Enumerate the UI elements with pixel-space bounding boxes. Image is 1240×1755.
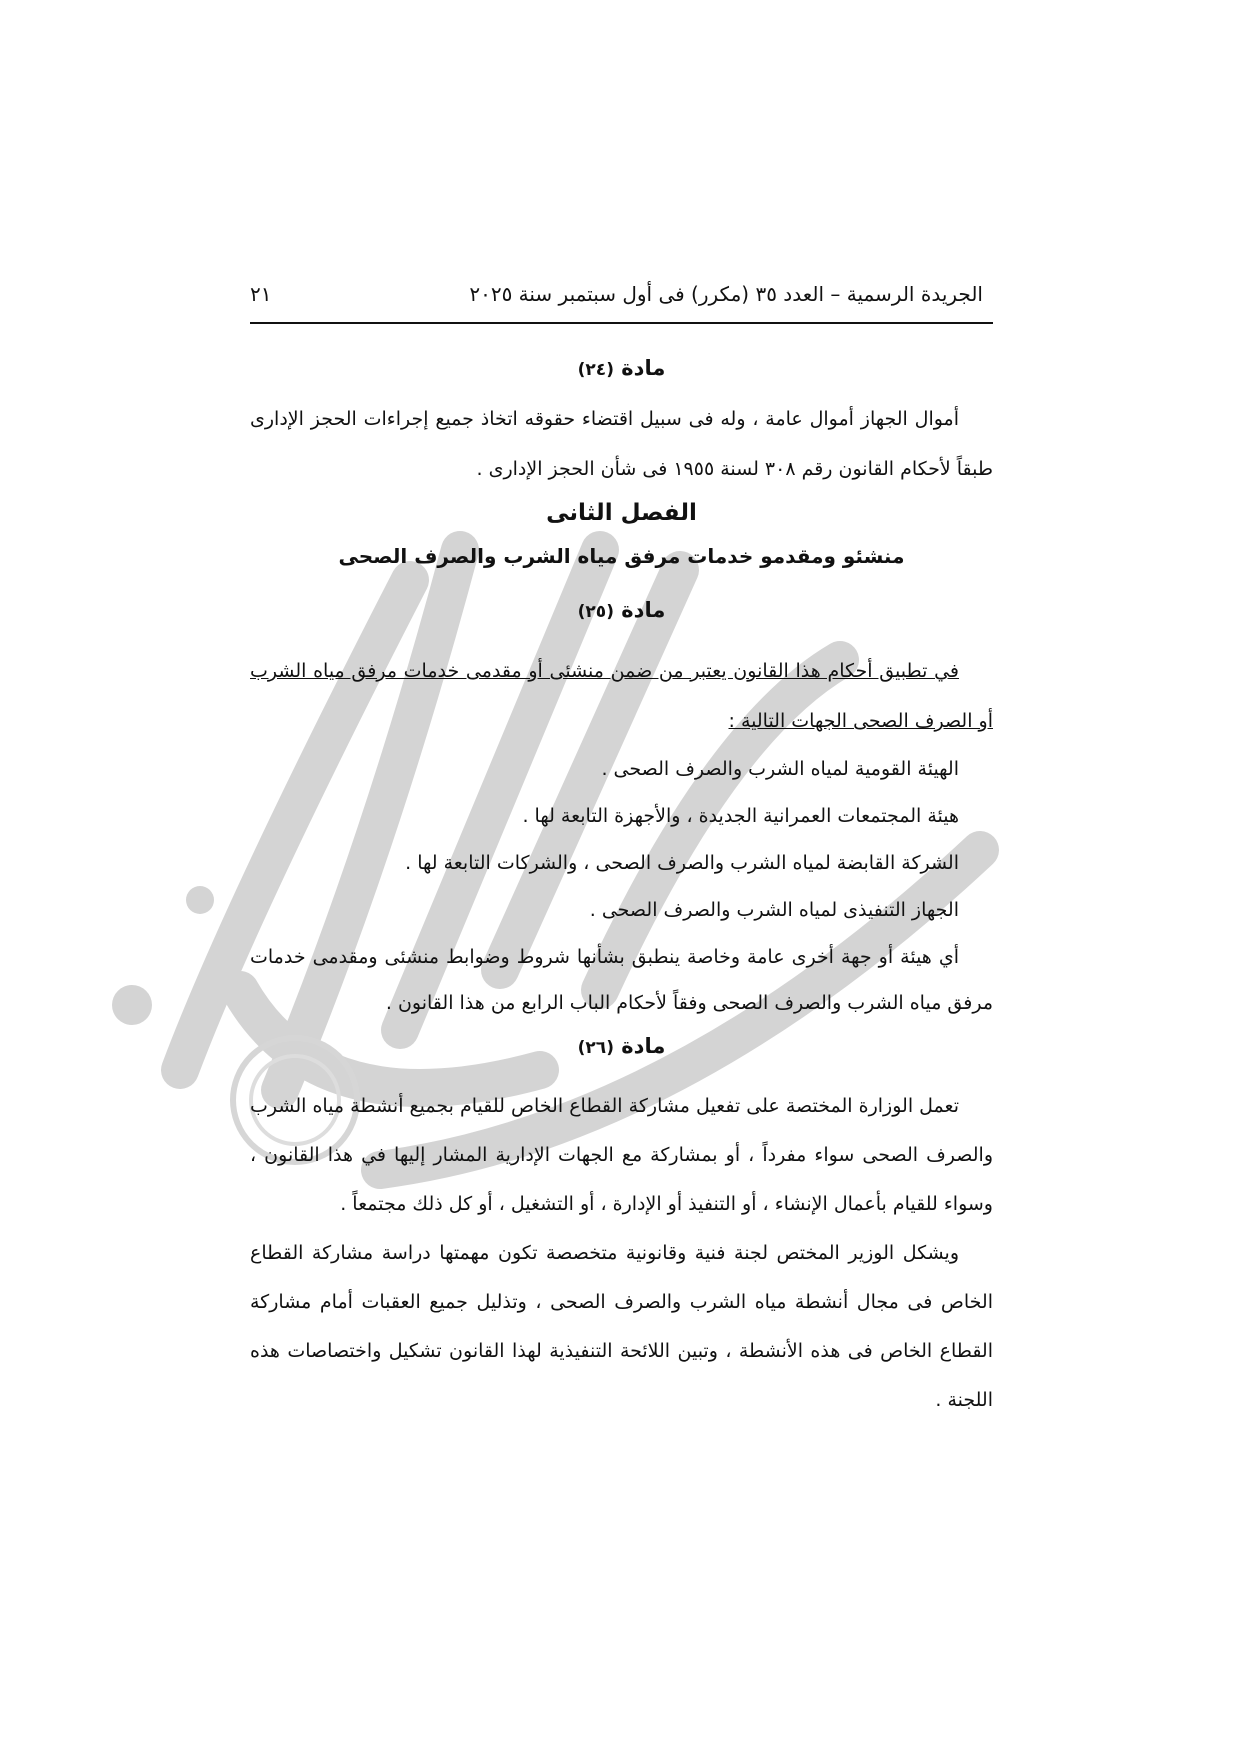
- article-number: (٢٦): [577, 1038, 614, 1058]
- article-number: (٢٤): [577, 360, 614, 380]
- article-label: مادة: [621, 598, 666, 622]
- list-item: الشركة القابضة لمياه الشرب والصرف الصحى ، والشركات التابعة لها .: [405, 852, 959, 874]
- article-26-paragraph-1: تعمل الوزارة المختصة على تفعيل مشاركة القطاع الخاص للقيام بجميع أنشطة مياه الشرب والصرف الصحى سواء مفرداً ، أو بمشاركة مع الجهات الإدارية المشار إليها في هذا القانون ، وسواء للقيام بأعمال الإنشاء ، أو التنفيذ أو الإدارة ، أو التشغيل ، أو كل ذلك مجتمعاً .: [250, 1095, 993, 1215]
- list-item: الهيئة القومية لمياه الشرب والصرف الصحى .: [601, 758, 959, 780]
- page-number: ٢١: [250, 282, 272, 306]
- article-26-paragraph-2: ويشكل الوزير المختص لجنة فنية وقانونية متخصصة تكون مهمتها دراسة مشاركة القطاع الخاص فى مجال أنشطة مياه الشرب والصرف الصحى ، وتذليل جميع العقبات أمام مشاركة القطاع الخاص فى هذه الأنشطة ، وتبين اللائحة التنفيذية لهذا القانون تشكيل واختصاصات هذه اللجنة .: [250, 1242, 993, 1411]
- gazette-title: الجريدة الرسمية – العدد ٣٥ (مكرر) فى أول سبتمبر سنة ٢٠٢٥: [469, 282, 983, 306]
- article-26-heading: [250, 1034, 993, 1078]
- chapter-subtitle: منشئو ومقدمو خدمات مرفق مياه الشرب والصرف الصحى: [338, 544, 905, 568]
- list-item: هيئة المجتمعات العمرانية الجديدة ، والأجهزة التابعة لها .: [522, 805, 959, 827]
- document-page: [250, 282, 993, 1425]
- chapter-title: الفصل الثانى: [546, 500, 697, 526]
- article-label: مادة: [621, 356, 666, 380]
- article-25-intro: في تطبيق أحكام هذا القانون يعتبر من ضمن منشئى أو مقدمى خدمات مرفق مياه الشرب أو الصرف الصحى الجهات التالية :: [250, 660, 993, 732]
- article-number: (٢٥): [577, 602, 614, 622]
- article-25-closing: أي هيئة أو جهة أخرى عامة وخاصة ينطبق بشأنها شروط وضوابط منشئى ومقدمى خدمات مرفق مياه الشرب والصرف الصحى وفقاً لأحكام الباب الرابع من هذا القانون .: [250, 946, 993, 1014]
- article-label: مادة: [621, 1034, 666, 1058]
- list-item: الجهاز التنفيذى لمياه الشرب والصرف الصحى .: [589, 899, 959, 921]
- article-25-heading: [250, 598, 993, 642]
- page-header: [250, 282, 993, 324]
- article-24-text: أموال الجهاز أموال عامة ، وله فى سبيل اقتضاء حقوقه اتخاذ جميع إجراءات الحجز الإدارى طبقاً لأحكام القانون رقم ٣٠٨ لسنة ١٩٥٥ فى شأن الحجز الإدارى .: [250, 408, 993, 480]
- article-24-heading: [250, 356, 993, 392]
